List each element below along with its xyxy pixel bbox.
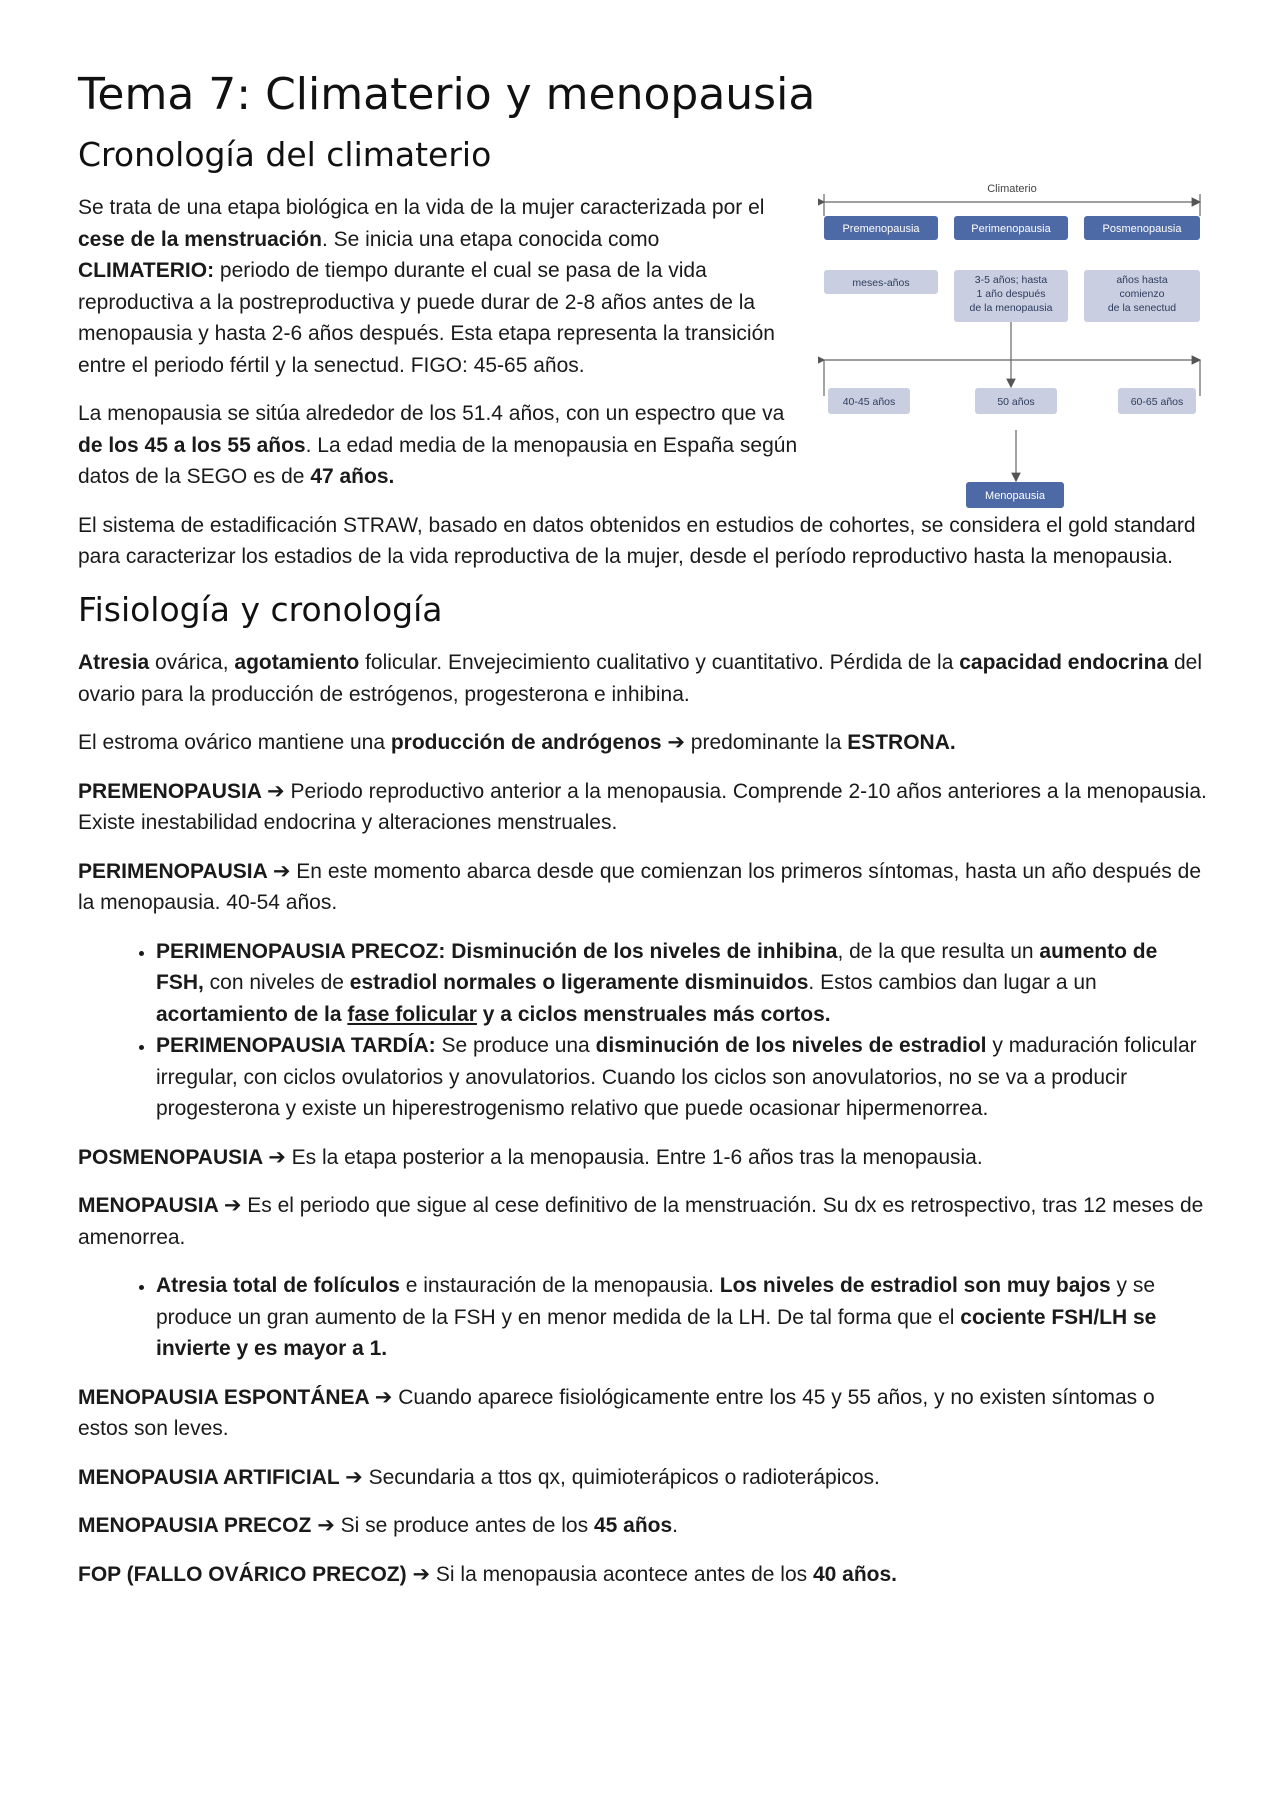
arrow-icon: ➔: [661, 731, 691, 755]
paragraph-perimenopausia: PERIMENOPAUSIA ➔ En este momento abarca desde que comienzan los primeros síntomas, hasta un año después de la menopausia. 40-54 años.: [78, 859, 1201, 915]
arrow-icon: ➔: [261, 779, 291, 803]
list-item: • Atresia total de folículos e instauración de la menopausia. Los niveles de estradiol son muy bajos y se produce un gran aumento de la FSH y en menor medida de la LH. De tal forma que el cociente FSH/LH se invierte y es mayor a 1.: [156, 1270, 1208, 1365]
duration-label: 3-5 años; hasta: [974, 274, 1048, 286]
climaterio-diagram: [818, 176, 1206, 516]
duration-label: de la menopausia: [969, 302, 1053, 314]
paragraph-fop: FOP (FALLO OVÁRICO PRECOZ) ➔ Si la menopausia acontece antes de los 40 años.: [78, 1562, 898, 1586]
page-title: Tema 7: Climaterio y menopausia: [78, 69, 816, 120]
diagram-title: Climaterio: [987, 183, 1037, 195]
paragraph-straw: El sistema de estadificación STRAW, basado en datos obtenidos en estudios de cohortes, se considera el gold standard para caracterizar los estadios de la vida reproductiva de la mujer, desde el período reproductivo hasta la menopausia.: [78, 513, 1196, 569]
arrow-icon: ➔: [406, 1562, 436, 1586]
section-heading-fisiologia: Fisiología y cronología: [78, 589, 443, 629]
paragraph-menopausia: MENOPAUSIA ➔ Es el periodo que sigue al cese definitivo de la menstruación. Su dx es retrospectivo, tras 12 meses de amenorrea.: [78, 1194, 1204, 1249]
stage-label: Premenopausia: [842, 223, 920, 235]
duration-label: meses-años: [852, 277, 910, 289]
age-label: 60-65 años: [1130, 396, 1184, 408]
climaterio-diagram-svg: [818, 176, 1206, 516]
arrow-icon: ➔: [267, 859, 297, 883]
list-item: • PERIMENOPAUSIA PRECOZ: Disminución de los niveles de inhibina, de la que resulta un aumento de FSH, con niveles de estradiol normales o ligeramente disminuidos. Estos cambios dan lugar a un acortamiento de la fase folicular y a ciclos menstruales más cortos.: [156, 936, 1208, 1031]
age-label: 40-45 años: [842, 396, 896, 408]
duration-label: años hasta: [1116, 274, 1168, 286]
paragraph-precoz: MENOPAUSIA PRECOZ ➔ Si se produce antes de los 45 años.: [78, 1514, 679, 1538]
arrow-icon: ➔: [339, 1465, 369, 1489]
stage-label: Posmenopausia: [1102, 223, 1182, 235]
menopausia-label: Menopausia: [985, 490, 1045, 502]
arrow-icon: ➔: [311, 1514, 341, 1538]
section-heading-cronologia: Cronología del climaterio: [78, 134, 492, 174]
paragraph-climaterio: Se trata de una etapa biológica en la vida de la mujer caracterizada por el cese de la menstruación. Se inicia una etapa conocida como CLIMATERIO: periodo de tiempo durante el cual se pasa de la vida reproductiva a la postreproductiva y puede durar de 2-8 años antes de la menopausia y hasta 2-6 años después. Esta etapa representa la transición entre el periodo fértil y la senectud. FIGO: 45-65 años.: [78, 196, 775, 377]
bullet-list-perimenopausia: [78, 936, 1208, 1125]
duration-label: de la senectud: [1107, 302, 1177, 314]
list-item: • PERIMENOPAUSIA TARDÍA: Se produce una disminución de los niveles de estradiol y maduración folicular irregular, con ciclos ovulatorios y anovulatorios. Cuando los ciclos son anovulatorios, no se va a producir progesterona y existe un hiperestrogenismo relativo que puede ocasionar hipermenorrea.: [156, 1030, 1208, 1125]
arrow-icon: ➔: [262, 1145, 292, 1169]
arrow-icon: ➔: [368, 1385, 399, 1409]
paragraph-atresia: Atresia ovárica, agotamiento folicular. Envejecimiento cualitativo y cuantitativo. Pérdida de la capacidad endocrina del ovario para la producción de estrógenos, progesterona e inhibina.: [78, 651, 1203, 706]
paragraph-posmenopausia: POSMENOPAUSIA ➔ Es la etapa posterior a la menopausia. Entre 1-6 años tras la menopausia.: [78, 1145, 983, 1169]
paragraph-artificial: MENOPAUSIA ARTIFICIAL ➔ Secundaria a ttos qx, quimioterápicos o radioterápicos.: [78, 1465, 880, 1489]
paragraph-edad-menopausia: La menopausia se sitúa alrededor de los 51.4 años, con un espectro que va de los 45 a los 55 años. La edad media de la menopausia en España según datos de la SEGO es de 47 años.: [78, 402, 798, 489]
bullet-list-menopausia: [78, 1270, 1208, 1365]
paragraph-estroma: El estroma ovárico mantiene una producción de andrógenos ➔ predominante la ESTRONA.: [78, 731, 956, 755]
paragraph-premenopausia: PREMENOPAUSIA ➔ Periodo reproductivo anterior a la menopausia. Comprende 2-10 años anteriores a la menopausia. Existe inestabilidad endocrina y alteraciones menstruales.: [78, 779, 1207, 835]
stage-label: Perimenopausia: [971, 223, 1051, 235]
arrow-icon: ➔: [218, 1194, 248, 1218]
duration-label: comienzo: [1119, 288, 1165, 300]
age-label: 50 años: [997, 396, 1035, 408]
paragraph-espontanea: MENOPAUSIA ESPONTÁNEA ➔ Cuando aparece fisiológicamente entre los 45 y 55 años, y no existen síntomas o estos son leves.: [78, 1385, 1155, 1441]
duration-label: 1 año después: [976, 288, 1046, 300]
